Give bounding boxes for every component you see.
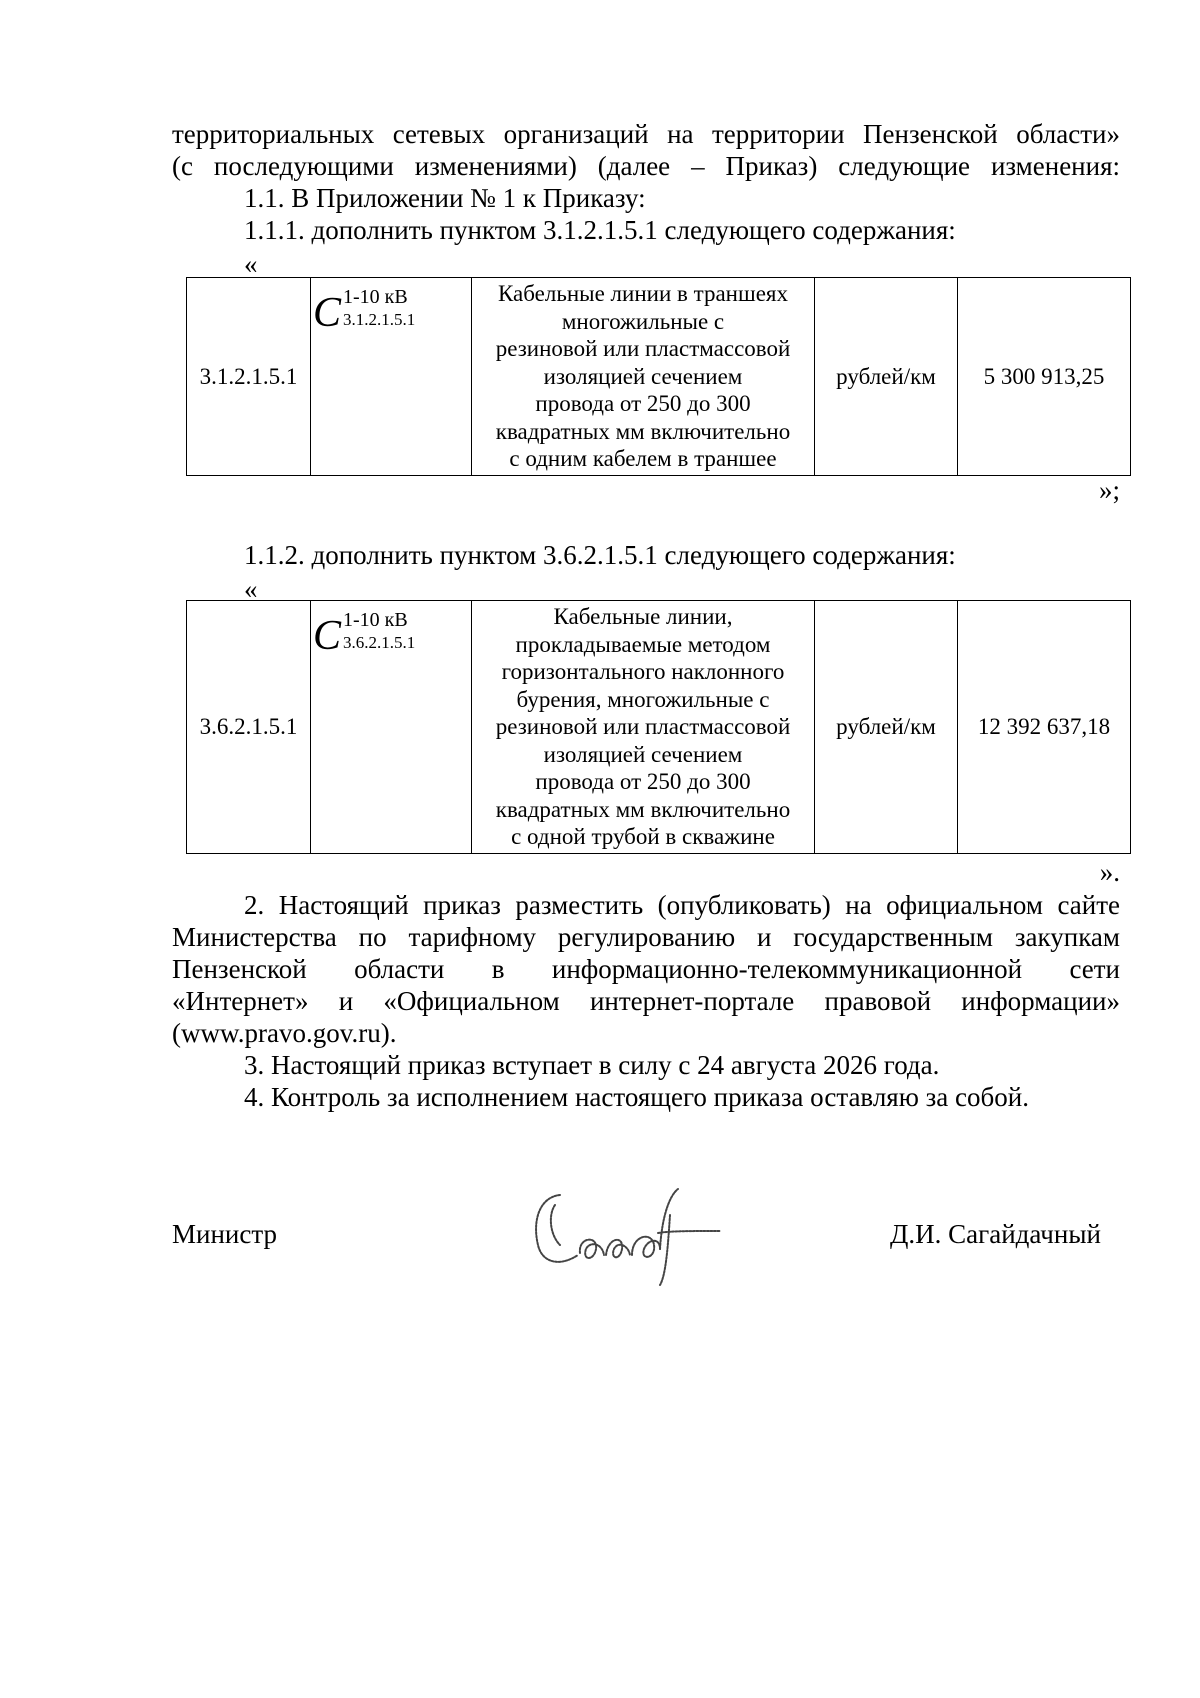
clause-1-1-2: 1.1.2. дополнить пунктом 3.6.2.1.5.1 следующего содержания: xyxy=(244,540,956,570)
description-line: многожильные с xyxy=(561,308,725,334)
description-line: резиновой или пластмассовой xyxy=(495,336,791,361)
description-line: с одним кабелем в траншее xyxy=(509,446,777,471)
description-line: изоляцией сечением xyxy=(543,363,743,389)
table-row xyxy=(187,278,1131,476)
clause-1-1: 1.1. В Приложении № 1 к Приказу: xyxy=(244,183,646,213)
description-line: квадратных мм включительно xyxy=(495,796,791,822)
description-line: провода от 250 до 300 xyxy=(535,391,751,416)
tariff-symbol xyxy=(313,286,463,346)
signatory-title: Министр xyxy=(172,1219,277,1249)
description-line: резиновой или пластмассовой xyxy=(495,714,791,739)
tariff-symbol-cell xyxy=(311,278,472,476)
para-2-line-5: (www.pravo.gov.ru). xyxy=(172,1018,397,1048)
description-line: квадратных мм включительно xyxy=(495,418,791,444)
symbol-superscript: 1-10 кВ xyxy=(343,609,408,631)
description-line: с одной трубой в скважине xyxy=(511,824,775,849)
handwritten-signature xyxy=(520,1175,770,1295)
symbol-base: C xyxy=(313,613,342,659)
unit: рублей/км xyxy=(815,278,958,476)
rate-value: 12 392 637,18 xyxy=(958,601,1131,854)
symbol-base: C xyxy=(313,290,342,336)
clause-1-1-1: 1.1.1. дополнить пунктом 3.1.2.1.5.1 следующего содержания: xyxy=(244,215,956,245)
description-line: Кабельные линии, xyxy=(553,604,733,629)
para-2-line-4: «Интернет» и «Официальном интернет-портале правовой информации» xyxy=(172,986,1120,1016)
unit: рублей/км xyxy=(815,601,958,854)
description-line: провода от 250 до 300 xyxy=(535,769,751,794)
tariff-symbol-cell xyxy=(311,601,472,854)
item-description xyxy=(472,601,815,854)
description-line: Кабельные линии в траншеях xyxy=(498,281,788,306)
symbol-superscript: 1-10 кВ xyxy=(343,286,408,308)
description-line: прокладываемые методом xyxy=(515,631,771,657)
rate-value: 5 300 913,25 xyxy=(958,278,1131,476)
table-row xyxy=(187,601,1131,854)
tariff-table-1 xyxy=(186,277,1131,476)
quote-open-2: « xyxy=(244,574,258,604)
para-2-line-2: Министерства по тарифному регулированию и государственным закупкам xyxy=(172,922,1120,952)
description-line: горизонтального наклонного xyxy=(501,659,785,684)
para-4: 4. Контроль за исполнением настоящего приказа оставляю за собой. xyxy=(244,1082,1029,1112)
description-line: бурения, многожильные с xyxy=(516,686,770,712)
item-code: 3.1.2.1.5.1 xyxy=(187,278,311,476)
para-3: 3. Настоящий приказ вступает в силу с 24 августа 2026 года. xyxy=(244,1050,940,1080)
description-line: изоляцией сечением xyxy=(543,741,743,767)
intro-line-2: (с последующими изменениями) (далее – Приказ) следующие изменения: xyxy=(172,151,1120,181)
signatory-name: Д.И. Сагайдачный xyxy=(890,1219,1101,1249)
item-code: 3.6.2.1.5.1 xyxy=(187,601,311,854)
quote-close-1: »; xyxy=(1098,475,1120,505)
quote-close-2: ». xyxy=(1099,857,1120,887)
item-description xyxy=(472,278,815,476)
intro-line-1: территориальных сетевых организаций на территории Пензенской области» xyxy=(172,119,1120,149)
para-2-line-1: 2. Настоящий приказ разместить (опубликовать) на официальном сайте xyxy=(244,890,1120,920)
tariff-symbol xyxy=(313,609,463,669)
symbol-subscript: 3.1.2.1.5.1 xyxy=(343,310,416,329)
para-2-line-3: Пензенской области в информационно-телекоммуникационной сети xyxy=(172,954,1120,984)
quote-open-1: « xyxy=(244,249,258,279)
tariff-table-2 xyxy=(186,600,1131,854)
symbol-subscript: 3.6.2.1.5.1 xyxy=(343,633,416,652)
